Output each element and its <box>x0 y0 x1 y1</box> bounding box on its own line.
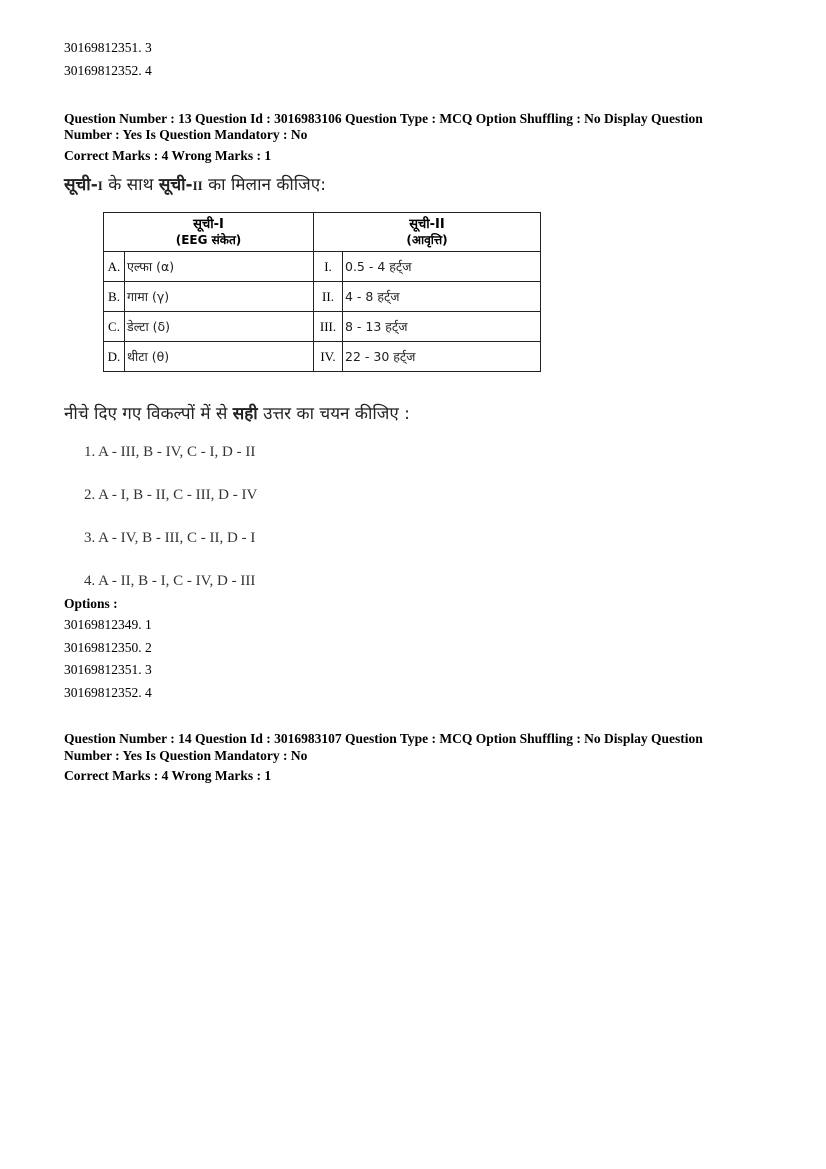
row-item: डेल्टा (δ) <box>125 312 314 342</box>
table-row <box>104 282 541 312</box>
q13-meta-line1: Question Number : 13 Question Id : 3016983106 Question Type : MCQ Option Shuffling : No Display Question <box>64 111 703 126</box>
option-id-1: 30169812349. 1 <box>64 617 152 632</box>
row-value: 0.5 - 4 हर्ट्ज <box>343 252 541 282</box>
table-row <box>104 342 541 372</box>
col2-subtitle: (आवृत्ति) <box>406 233 448 247</box>
q13-instruction <box>64 172 326 195</box>
choice-2: 2. A - I, B - II, C - III, D - IV <box>84 487 258 503</box>
prev-option-4: 30169812352. 4 <box>64 63 152 78</box>
choose-part1: नीचे दिए गए विकल्पों में से <box>64 404 233 424</box>
options-label: Options : <box>64 596 118 611</box>
col2-title: सूची-II <box>409 217 445 232</box>
row-label: D. <box>104 342 125 372</box>
row-item: एल्फा (α) <box>125 252 314 282</box>
col2-header <box>314 213 541 252</box>
row-number: IV. <box>314 342 343 372</box>
instr-list2-num: II <box>192 178 203 193</box>
choice-1: 1. A - III, B - IV, C - I, D - II <box>84 444 256 460</box>
row-value: 22 - 30 हर्ट्ज <box>343 342 541 372</box>
table-row <box>104 312 541 342</box>
row-number: III. <box>314 312 343 342</box>
table-header-row <box>104 213 541 252</box>
prev-option-3: 30169812351. 3 <box>64 40 152 55</box>
choice-3: 3. A - IV, B - III, C - II, D - I <box>84 530 256 546</box>
instr-match: का मिलान कीजिए: <box>202 175 326 195</box>
row-item: गामा (γ) <box>125 282 314 312</box>
instr-list1-num: I <box>97 178 103 193</box>
instr-list2-hi: सूची- <box>158 175 193 195</box>
option-id-4: 30169812352. 4 <box>64 685 152 700</box>
row-number: II. <box>314 282 343 312</box>
choose-part2: उत्तर का चयन कीजिए : <box>257 404 410 424</box>
matching-table <box>103 212 541 372</box>
instr-with: के साथ <box>102 175 159 195</box>
option-id-2: 30169812350. 2 <box>64 640 152 655</box>
q13-marks: Correct Marks : 4 Wrong Marks : 1 <box>64 148 272 163</box>
row-value: 4 - 8 हर्ट्ज <box>343 282 541 312</box>
row-label: B. <box>104 282 125 312</box>
row-value: 8 - 13 हर्ट्ज <box>343 312 541 342</box>
row-item: थीटा (θ) <box>125 342 314 372</box>
table-row <box>104 252 541 282</box>
col1-subtitle: (EEG संकेत) <box>175 233 242 247</box>
col1-title: सूची-I <box>193 217 224 232</box>
choice-4: 4. A - II, B - I, C - IV, D - III <box>84 573 256 589</box>
instr-list1-hi: सूची- <box>64 175 98 195</box>
option-id-3: 30169812351. 3 <box>64 662 152 677</box>
q13-meta-line2: Number : Yes Is Question Mandatory : No <box>64 127 308 142</box>
q13-choose-instruction <box>64 401 410 424</box>
q14-meta-line2: Number : Yes Is Question Mandatory : No <box>64 748 308 763</box>
row-number: I. <box>314 252 343 282</box>
col1-header <box>104 213 314 252</box>
q14-meta-line1: Question Number : 14 Question Id : 3016983107 Question Type : MCQ Option Shuffling : No Display Question <box>64 731 703 746</box>
row-label: A. <box>104 252 125 282</box>
choose-correct: सही <box>232 404 258 424</box>
q14-marks: Correct Marks : 4 Wrong Marks : 1 <box>64 768 272 783</box>
row-label: C. <box>104 312 125 342</box>
